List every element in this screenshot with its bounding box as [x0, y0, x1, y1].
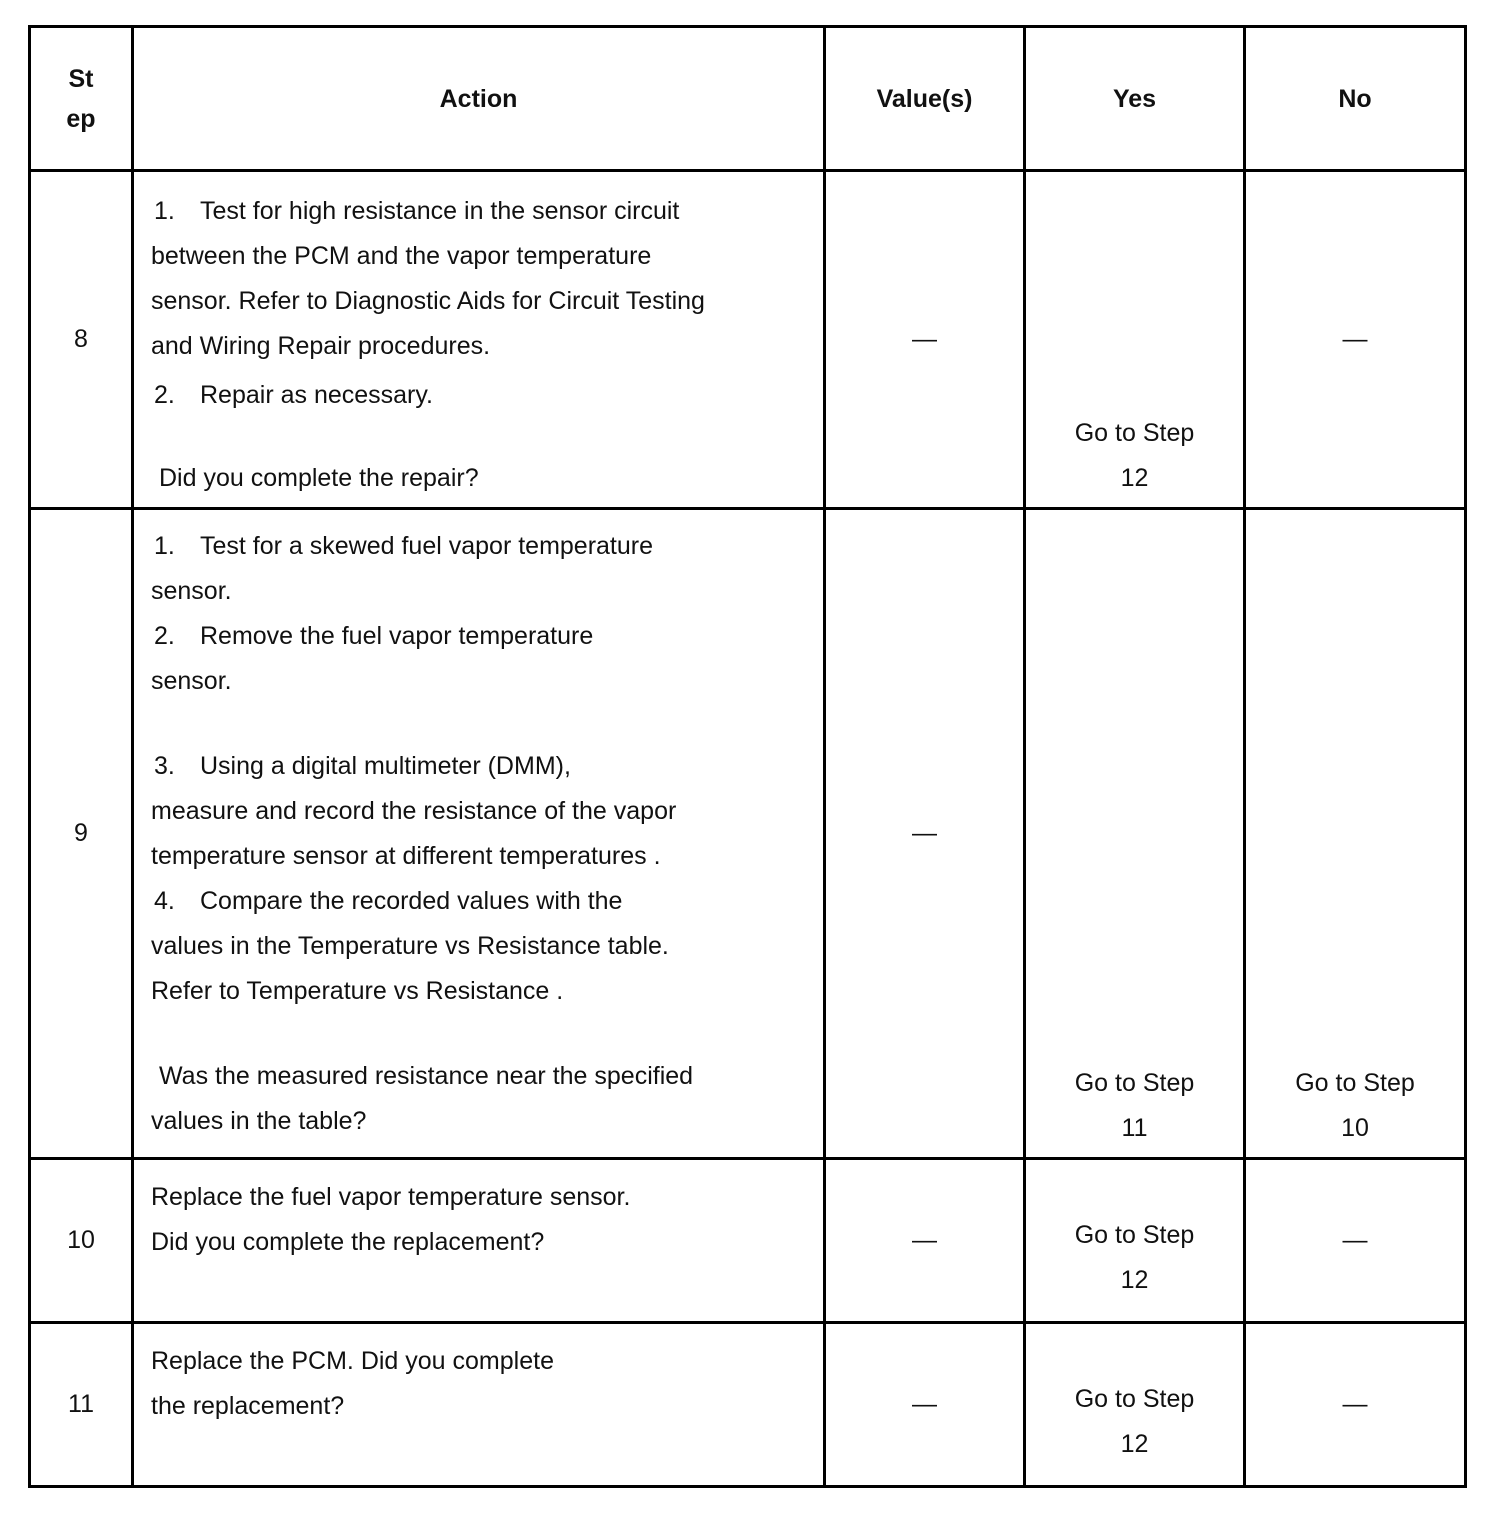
list-number: 1. [154, 197, 175, 225]
action-question: values in the table? [151, 1107, 367, 1135]
table-row [30, 171, 1466, 509]
step-number: 10 [30, 1159, 133, 1323]
header-no: No [1245, 27, 1466, 171]
header-action: Action [133, 27, 825, 171]
header-step-line1: St [68, 64, 94, 93]
action-text: Remove the fuel vapor temperature [200, 622, 594, 650]
step-number: 11 [30, 1323, 133, 1487]
list-number: 3. [154, 752, 175, 780]
action-text: Compare the recorded values with the [200, 887, 623, 915]
value-cell: — [825, 1323, 1025, 1487]
action-line: temperature sensor at different temperatures . [151, 842, 661, 870]
action-text: Test for high resistance in the sensor circuit [200, 197, 680, 225]
no-goto-label: Go to Step [1295, 1069, 1415, 1097]
action-line: sensor. [151, 577, 232, 605]
yes-goto-label: Go to Step [1074, 419, 1195, 447]
yes-cell [1025, 1159, 1245, 1323]
action-text: Using a digital multimeter (DMM), [200, 752, 571, 780]
action-line: between the PCM and the vapor temperature [151, 242, 652, 270]
value-cell: — [825, 1159, 1025, 1323]
action-question: Was the measured resistance near the specified [159, 1062, 694, 1090]
yes-goto-step: 12 [1120, 1265, 1149, 1294]
action-line: Replace the PCM. Did you complete [151, 1347, 554, 1375]
action-line: Refer to Temperature vs Resistance . [151, 977, 564, 1005]
no-cell: — [1245, 1323, 1466, 1487]
action-line: measure and record the resistance of the vapor [151, 797, 677, 825]
list-number: 2. [154, 381, 175, 409]
yes-cell [1025, 1323, 1245, 1487]
yes-goto-label: Go to Step [1074, 1069, 1195, 1097]
table-row [30, 1323, 1466, 1487]
table-row [30, 1159, 1466, 1323]
action-line: and Wiring Repair procedures. [151, 332, 491, 360]
action-line [151, 524, 805, 569]
action-cell [133, 171, 825, 509]
yes-goto-step: 12 [1120, 464, 1149, 492]
action-line: values in the Temperature vs Resistance table. [151, 932, 669, 960]
table-header-row [30, 27, 1466, 171]
action-text: Test for a skewed fuel vapor temperature [200, 532, 654, 560]
action-cell [133, 509, 825, 1159]
action-line: Replace the fuel vapor temperature sensor. [151, 1183, 631, 1211]
no-goto-step: 10 [1341, 1114, 1369, 1142]
action-line [151, 744, 805, 789]
spacer [151, 418, 805, 456]
table-row [30, 509, 1466, 1159]
value-cell: — [825, 171, 1025, 509]
spacer [151, 1014, 805, 1054]
header-step [30, 27, 133, 171]
step-number: 8 [30, 171, 133, 509]
value-cell: — [825, 509, 1025, 1159]
no-cell: — [1245, 1159, 1466, 1323]
header-step-line2: ep [66, 104, 96, 133]
yes-goto-step: 11 [1121, 1114, 1148, 1142]
yes-goto-label: Go to Step [1074, 1220, 1195, 1249]
action-cell [133, 1323, 825, 1487]
spacer [151, 704, 805, 744]
diagnostic-table [28, 25, 1467, 1488]
action-line: sensor. Refer to Diagnostic Aids for Circuit Testing [151, 287, 705, 315]
action-line [151, 879, 805, 924]
header-yes: Yes [1025, 27, 1245, 171]
action-line: sensor. [151, 667, 232, 695]
action-text: Repair as necessary. [200, 381, 433, 409]
yes-goto-label: Go to Step [1074, 1384, 1195, 1413]
action-line [151, 189, 805, 234]
list-number: 2. [154, 622, 175, 650]
header-values: Value(s) [825, 27, 1025, 171]
no-cell [1245, 509, 1466, 1159]
yes-cell [1025, 509, 1245, 1159]
action-line: the replacement? [151, 1392, 345, 1420]
action-cell [133, 1159, 825, 1323]
action-line [151, 373, 805, 418]
list-number: 1. [154, 532, 175, 560]
action-line: Did you complete the replacement? [151, 1228, 545, 1256]
step-number: 9 [30, 509, 133, 1159]
action-line [151, 614, 805, 659]
no-cell: — [1245, 171, 1466, 509]
yes-cell [1025, 171, 1245, 509]
yes-goto-step: 12 [1120, 1429, 1149, 1458]
list-number: 4. [154, 887, 175, 915]
action-question: Did you complete the repair? [159, 464, 479, 492]
